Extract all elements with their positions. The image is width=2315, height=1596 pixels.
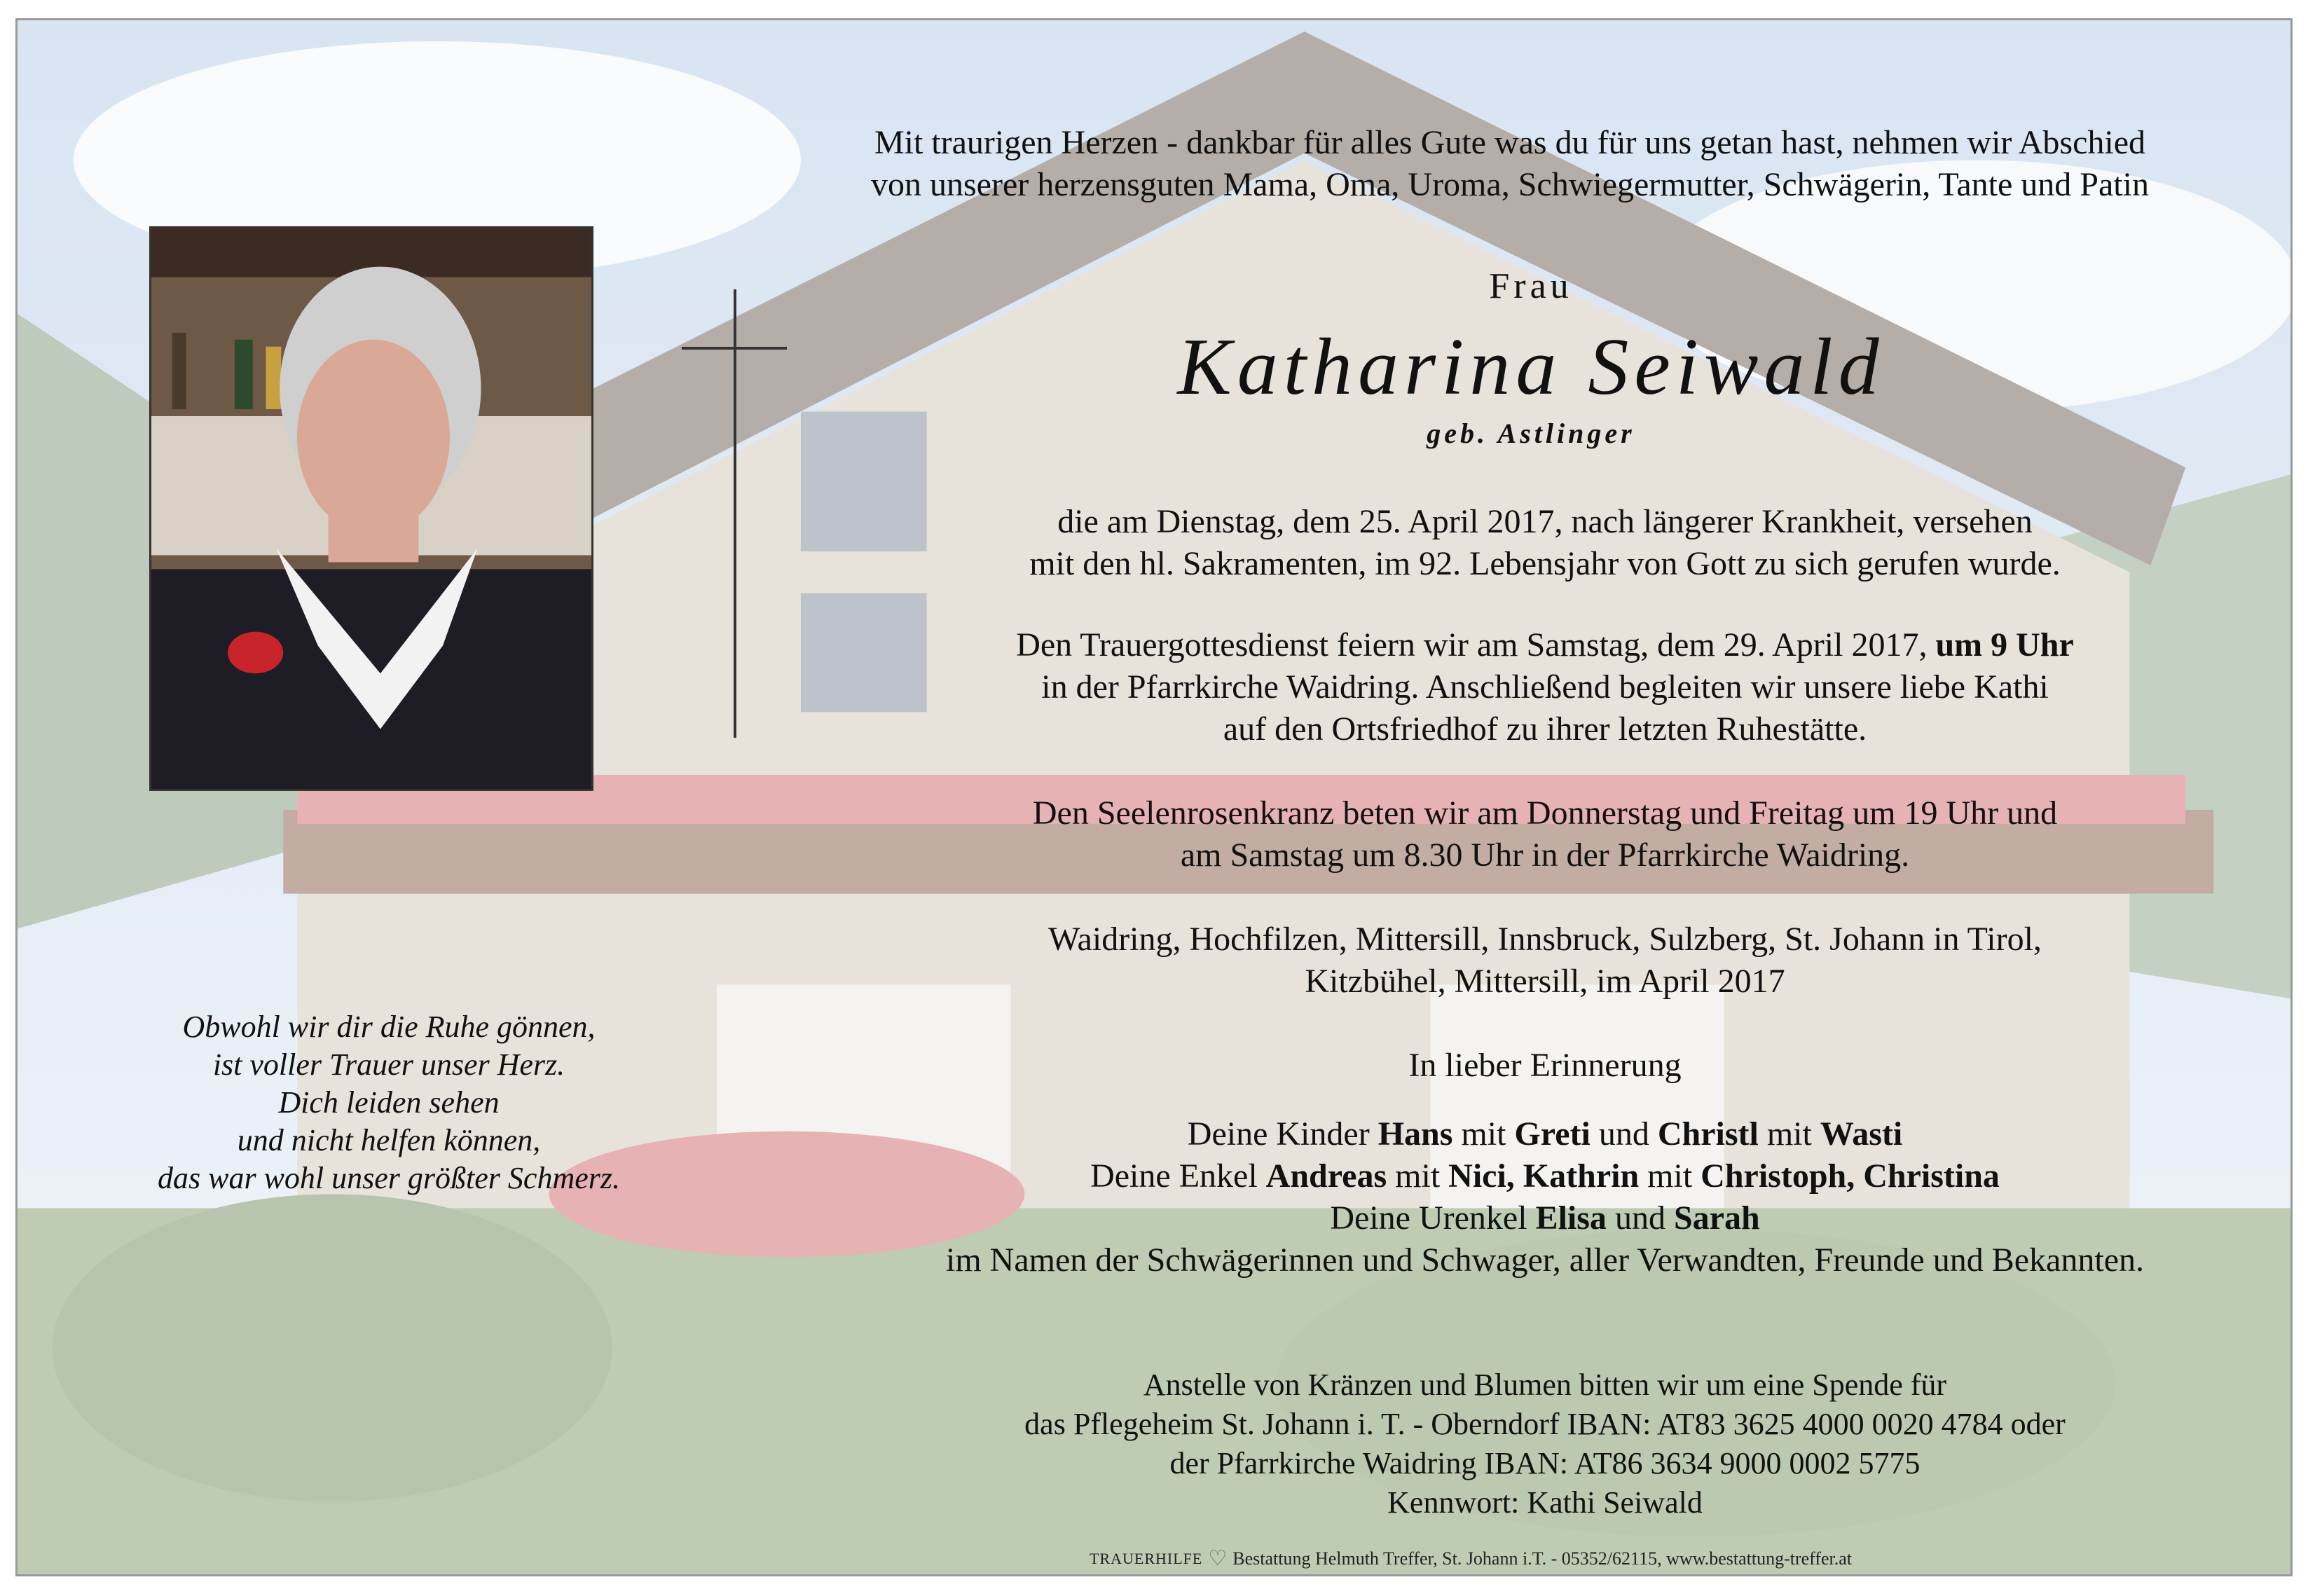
death-notice: die am Dienstag, dem 25. April 2017, nach längerer Krankheit, versehen mit den hl. Sakramenten, im 92. Lebensjahr von Gott zu sich gerufen wurde. <box>1029 503 2061 582</box>
great-grandchildren-line: Deine Urenkel Elisa und Sarah <box>1330 1199 1760 1237</box>
maiden-name: geb. Astlinger <box>1427 418 1635 449</box>
footer-mark: TRAUERHILFE <box>1090 1549 1203 1567</box>
hands-logo-icon: ♡ <box>1208 1547 1228 1570</box>
footer <box>1090 1546 1852 1571</box>
others-line: im Namen der Schwägerinnen und Schwager, aller Verwandten, Freunde und Bekannten. <box>946 1241 2144 1279</box>
mourners-heading: In lieber Erinnerung <box>1408 1047 1682 1084</box>
cross-icon <box>734 289 736 738</box>
mourners-list <box>844 1113 2246 1239</box>
cross-icon-bar <box>682 347 787 350</box>
intro-text: Mit traurigen Herzen - dankbar für alles Gute was du für uns getan hast, nehmen wir Abschied von unserer herzensguten Mama, Oma, Uroma, Schwiegermutter, Schwägerin, Tante und Patin <box>871 124 2149 203</box>
poem: Obwohl wir dir die Ruhe gönnen, ist voller Trauer unser Herz. Dich leiden sehen und nicht helfen können, das war wohl unser größter Schmerz. <box>157 1010 621 1195</box>
places-date: Waidring, Hochfilzen, Mittersill, Innsbruck, Sulzberg, St. Johann in Tirol, Kitzbühel, Mittersill, im April 2017 <box>1048 921 2042 1000</box>
portrait-photo <box>149 226 593 791</box>
footer-text: Bestattung Helmuth Treffer, St. Johann i.T. - 05352/62115, www.bestattung-treffer.at <box>1232 1548 1853 1569</box>
rosary-info: Den Seelenrosenkranz beten wir am Donnerstag und Freitag um 19 Uhr und am Samstag um 8.30 Uhr in der Pfarrkirche Waidring. <box>1032 794 2058 874</box>
deceased-title: Frau <box>1489 266 1573 306</box>
obituary-card <box>15 18 2293 1576</box>
grandchildren-line: Deine Enkel Andreas mit Nici, Kathrin mit Christoph, Christina <box>1090 1157 2000 1195</box>
donation-info: Anstelle von Kränzen und Blumen bitten wir um eine Spende für das Pflegeheim St. Johann i. T. - Oberndorf IBAN: AT83 3625 4000 0020 4784 oder der Pfarrkirche Waidring IBAN: AT86 3634 9000 0002 5775 Kennwort: Kathi Seiwald <box>1024 1368 2066 1520</box>
deceased-name: Katharina Seiwald <box>1177 322 1885 412</box>
funeral-info: Den Trauergottesdienst feiern wir am Samstag, dem 29. April 2017, um 9 Uhr in der Pfarrkirche Waidring. Anschließend begleiten wir unsere liebe Kathi auf den Ortsfriedhof zu ihrer letzten Ruhestätte. <box>1016 626 2074 748</box>
children-line: Deine Kinder Hans mit Greti und Christl mit Wasti <box>1187 1115 1903 1153</box>
